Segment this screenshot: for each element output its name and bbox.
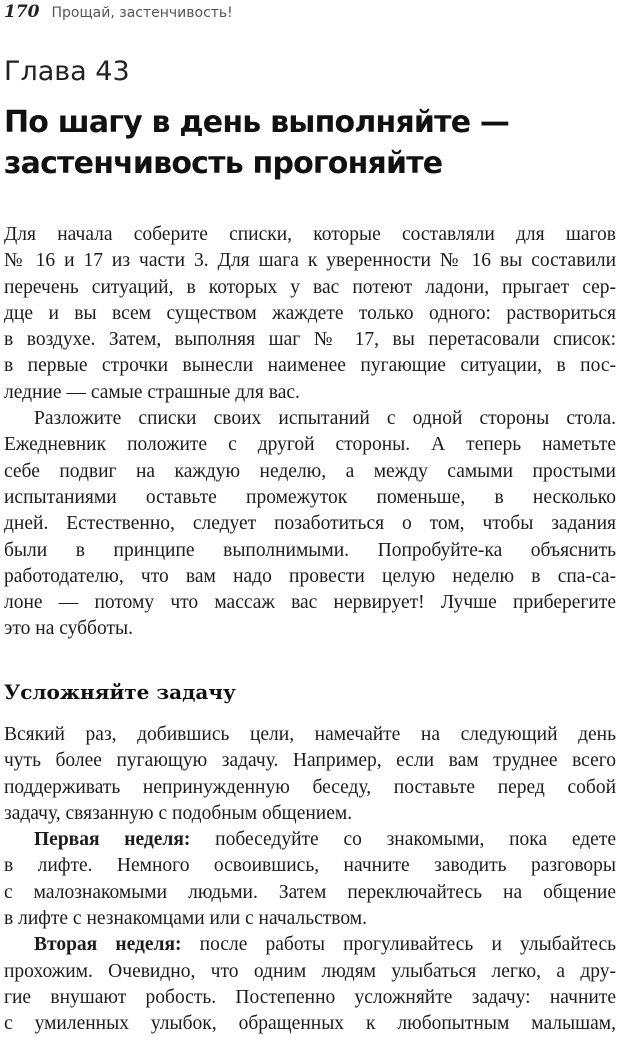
text-line: с умиленных улыбок, обращенных к любопытным малышам,	[4, 1013, 616, 1035]
chapter-label: Глава 43	[4, 56, 130, 87]
text-line: Ежедневник положите с другой стороны. А теперь наметьте	[4, 434, 616, 456]
chapter-title-line: По шагу в день выполняйте —	[4, 105, 510, 140]
text-line: в первые строчки вынесли наименее пугающие ситуации, в пос-	[4, 355, 616, 377]
text-line: № 16 и 17 из части 3. Для шага к уверенности № 16 вы составили	[4, 250, 616, 272]
text-line: с малознакомыми людьми. Затем переключайтесь на общение	[4, 881, 616, 903]
text-line: испытаниями оставьте промежуток поменьше, в несколько	[4, 486, 616, 508]
text-line: Разложите списки своих испытаний с одной стороны стола.	[34, 408, 616, 430]
week-1-line	[4, 827, 616, 853]
text-line: работодателю, что вам надо провести целую неделю в спа-са-	[4, 565, 616, 587]
text-line: побеседуйте со знакомыми, пока едете	[215, 829, 616, 851]
text-line: перечень ситуаций, в которых у вас потеют ладони, прыгает сер-	[4, 276, 616, 298]
text-line: Всякий раз, добившись цели, намечайте на следующий день	[4, 724, 616, 745]
week-2-label: Вторая неделя:	[34, 934, 182, 956]
section-heading: Усложняйте задачу	[4, 680, 236, 704]
text-line: гие внушают робость. Постепенно усложняйте задачу: начните	[4, 986, 616, 1008]
week-1-label: Первая неделя:	[34, 829, 191, 851]
week-2-line	[4, 932, 616, 958]
book-title: Прощай, застенчивость!	[51, 5, 233, 21]
text-line: в воздухе. Затем, выполняя шаг № 17, вы перетасовали список:	[4, 329, 616, 351]
running-header	[4, 2, 233, 26]
text-line: задачу, связанную с подобным общением.	[4, 802, 353, 824]
text-line: после работы прогуливайтесь и улыбайтесь	[199, 934, 616, 956]
text-line: ледние — самые страшные для вас.	[4, 381, 300, 403]
text-line: в лифте с незнакомцами или с начальством.	[4, 908, 367, 930]
text-line: себе подвиг на каждую неделю, а между самыми простыми	[4, 460, 616, 482]
text-line: в лифте. Немного освоившись, начните заводить разговоры	[4, 855, 616, 877]
text-line: Для начала соберите списки, которые составляли для шагов	[4, 224, 616, 245]
text-line: лоне — потому что массаж вас нервирует! Лучше приберегите	[4, 592, 616, 614]
text-line: дней. Естественно, следует позаботиться о том, чтобы задания	[4, 513, 616, 535]
chapter-title	[4, 102, 616, 184]
text-line: поддерживать непринужденную беседу, поставьте перед собой	[4, 776, 616, 798]
text-line: были в принципе выполнимыми. Попробуйте-ка объяснить	[4, 539, 616, 561]
chapter-title-line: застенчивость прогоняйте	[4, 146, 443, 181]
text-line: чуть более пугающую задачу. Например, если вам труднее всего	[4, 750, 616, 772]
text-line: прохожим. Очевидно, что одним людям улыбаться легко, а дру-	[4, 960, 616, 982]
intro-text	[4, 222, 616, 643]
page-number: 170	[4, 2, 40, 22]
section-text	[4, 722, 616, 1038]
text-line: дце и вы всем существом жаждете только одного: раствориться	[4, 302, 616, 324]
text-line: это на субботы.	[4, 618, 133, 640]
